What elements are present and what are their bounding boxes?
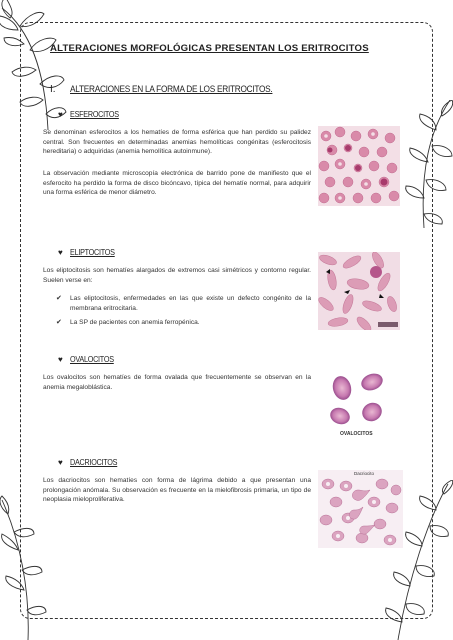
check-icon: ✔ [56, 319, 62, 326]
dacriocito-label: Dacriocito [354, 471, 375, 476]
ovalocitos-caption: OVALOCITOS [340, 431, 373, 437]
check-icon: ✔ [56, 295, 62, 302]
subheading-ovalocitos: ♥ OVALOCITOS [58, 354, 115, 364]
eliptocitos-paragraph: Los eliptocitosis son hematíes alargados de extremos casi simétricos y contorno regular. Suelen verse en: [43, 267, 311, 284]
ovalocitos-paragraph: Los ovalocitos son hematíes de forma ovalada que frecuentemente se observan en la anemia megaloblástica. [43, 374, 311, 391]
heart-icon: ♥ [58, 458, 63, 467]
eliptocitos-item-1: ✔ Las eliptocitosis, enfermedades en las que existe un defecto congénito de la membrana eritrocitaria. [56, 295, 311, 312]
heart-icon: ♥ [58, 248, 63, 257]
esferocitos-paragraph-1: Se denominan esferocitos a los hematíes de forma esférica que han perdido su palidez central. Son frecuentes en determinadas anemias hemolíticas congénitas (esferocitosis hereditaria) o adquiridas (anemia hemolítica autoinmune). [43, 129, 311, 156]
esferocitos-micrograph [318, 126, 400, 206]
eliptocitos-item-2: ✔ La SP de pacientes con anemia ferropénica. [56, 319, 200, 326]
heart-icon: ♥ [58, 355, 63, 364]
eliptocitos-micrograph [318, 252, 400, 330]
heart-icon: ♥ [58, 110, 63, 119]
subheading-esferocitos: ♥ ESFEROCITOS [58, 109, 120, 119]
dacriocitos-micrograph [318, 470, 403, 548]
section-number: I. [50, 84, 56, 95]
subheading-eliptocitos: ♥ ELIPTOCITOS [58, 247, 116, 257]
page-title: ALTERACIONES MORFOLÓGICAS PRESENTAN LOS ERITROCITOS [50, 43, 369, 54]
section-title: ALTERACIONES EN LA FORMA DE LOS ERITROCITOS. [70, 84, 273, 94]
esferocitos-paragraph-2: La observación mediante microscopía electrónica de barrido pone de manifiesto que el esferocito ha perdido la forma de disco bicóncavo, típica del hematíe normal, para adquirir una forma esférica de menor diámetro. [43, 170, 311, 197]
dacriocitos-paragraph: Los dacriocitos son hematíes con forma de lágrima debido a que presentan una prolongación anómala. Su observación es frecuente en la mielofibrosis primaria, un tipo de neoplasia mieloproliferativa. [43, 477, 311, 504]
subheading-dacriocitos: ♥ DACRIOCITOS [58, 457, 118, 467]
ovalocitos-image [322, 368, 397, 440]
